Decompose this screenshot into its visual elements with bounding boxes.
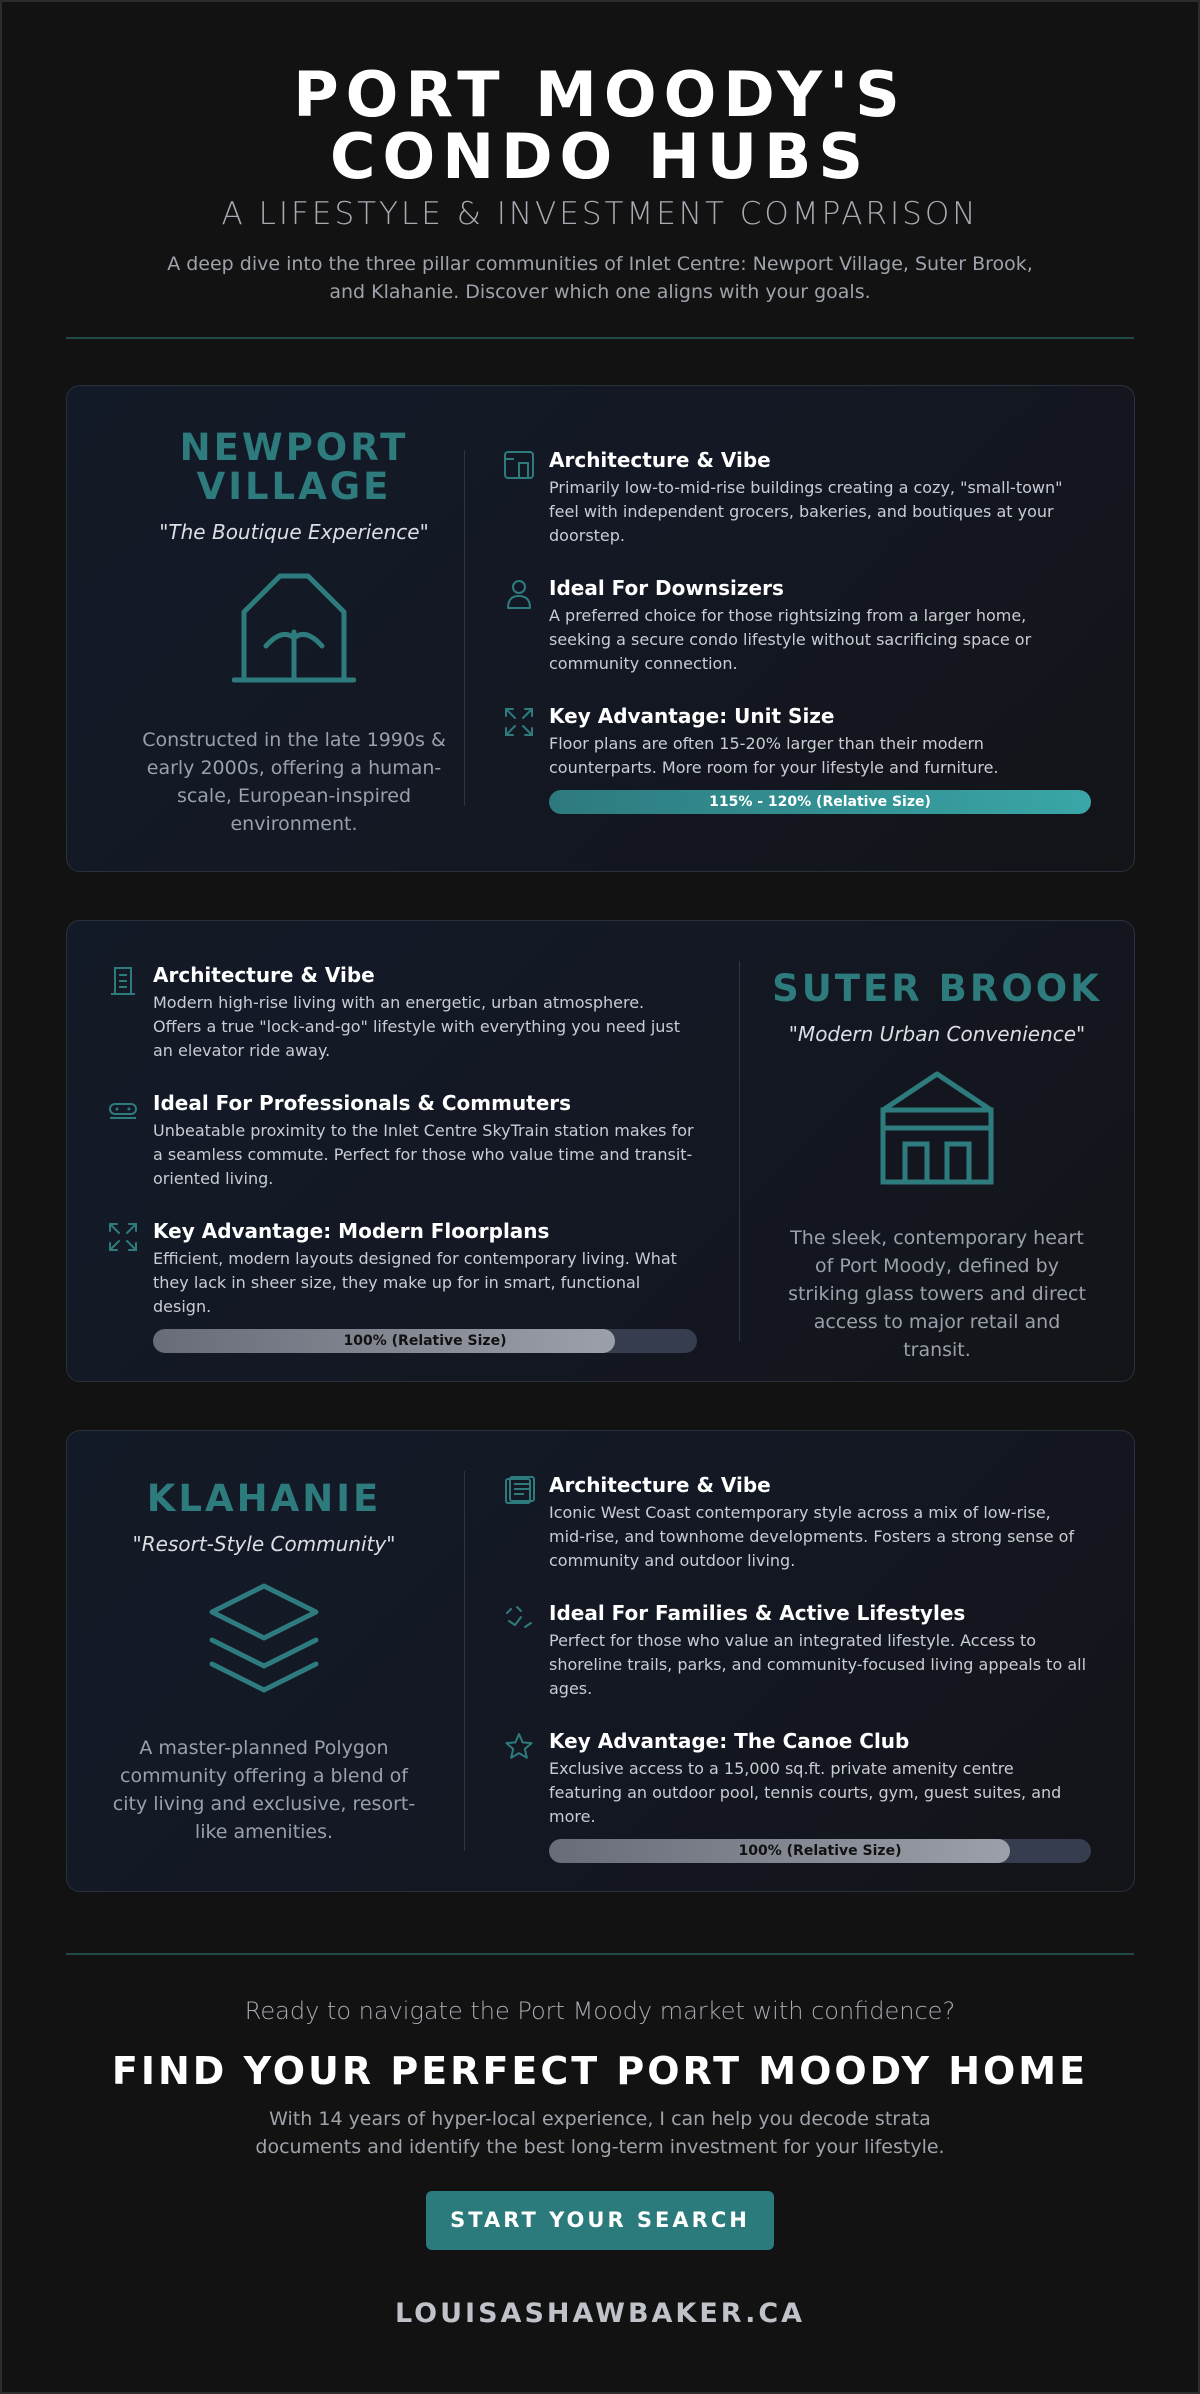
feature-text: A preferred choice for those rightsizing from a larger home, seeking a secure condo lifestyle without sacrificing space or community connection.: [549, 606, 1032, 673]
community-tagline: "The Boutique Experience": [159, 520, 429, 544]
building-icon: [879, 1070, 995, 1186]
feature-text: Iconic West Coast contemporary style across a mix of low-rise, mid-rise, and townhome developments. Fosters a strong sense of community and outdoor living.: [549, 1503, 1075, 1570]
website-link[interactable]: LOUISASHAWBAKER.CA: [394, 2298, 806, 2329]
feature-list: [503, 1473, 1091, 1891]
expand-arrows-icon: [107, 1221, 139, 1253]
community-summary: [99, 1479, 429, 1846]
relative-size-bar: [549, 1839, 1091, 1863]
trail-icon: [503, 1603, 535, 1635]
community-name: KLAHANIE: [146, 1477, 382, 1520]
feature-text: Modern high-rise living with an energetic, urban atmosphere. Offers a true "lock-and-go" lifestyle with everything you need just an elevator ride away.: [153, 993, 681, 1060]
card-divider: [464, 1471, 465, 1851]
feature-title: Key Advantage: The Canoe Club: [549, 1729, 910, 1753]
feature-architecture: [503, 448, 1091, 548]
relative-size-label: 115% - 120% (Relative Size): [709, 794, 931, 810]
feature-text: Floor plans are often 15-20% larger than their modern counterparts. More room for your lifestyle and furniture.: [549, 734, 999, 777]
storefront-icon: [503, 450, 535, 482]
community-card-newport-village: [66, 385, 1135, 872]
header: [2, 2, 1198, 306]
feature-title: Ideal For Downsizers: [549, 576, 784, 600]
card-divider: [739, 961, 740, 1341]
footer-divider: [66, 1953, 1134, 1955]
feature-text: Exclusive access to a 15,000 sq.ft. private amenity centre featuring an outdoor pool, tennis courts, gym, guest suites, and more.: [549, 1759, 1062, 1826]
feature-ideal-for: [503, 576, 1091, 676]
feature-title: Architecture & Vibe: [153, 963, 375, 987]
feature-text: Primarily low-to-mid-rise buildings creating a cozy, "small-town" feel with independent grocers, bakeries, and boutiques at your doorstep.: [549, 478, 1063, 545]
community-name: SUTER BROOK: [772, 967, 1102, 1010]
person-icon: [503, 578, 535, 610]
feature-title: Ideal For Families & Active Lifestyles: [549, 1601, 966, 1625]
community-name: NEWPORT VILLAGE: [179, 426, 409, 508]
relative-size-bar: [153, 1329, 697, 1353]
feature-ideal-for: [503, 1601, 1091, 1701]
relative-size-label: 100% (Relative Size): [343, 1333, 507, 1349]
feature-list: [107, 963, 697, 1381]
layers-icon: [206, 1580, 322, 1696]
cta-lead: Ready to navigate the Port Moody market with confidence?: [244, 1997, 956, 2025]
community-description: The sleek, contemporary heart of Port Moody, defined by striking glass towers and direct access to major retail and transit.: [788, 1227, 1086, 1361]
tower-icon: [107, 965, 139, 997]
community-card-klahanie: [66, 1430, 1135, 1892]
cta-description: With 14 years of hyper-local experience, I can help you decode strata documents and identify the best long-term investment for your lifestyle.: [255, 2108, 945, 2158]
feature-key-advantage: [503, 704, 1091, 814]
feature-list: [503, 448, 1091, 842]
star-icon: [503, 1731, 535, 1763]
expand-arrows-icon: [503, 706, 535, 738]
community-description: Constructed in the late 1990s & early 2000s, offering a human-scale, European-inspired environment.: [142, 729, 446, 835]
community-card-suter-brook: [66, 920, 1135, 1382]
relative-size-bar: [549, 790, 1091, 814]
community-tagline: "Modern Urban Convenience": [788, 1022, 1086, 1046]
feature-key-advantage: [503, 1729, 1091, 1863]
feature-text: Perfect for those who value an integrated lifestyle. Access to shoreline trails, parks, and community-focused living appeals to all ages.: [549, 1631, 1087, 1698]
relative-size-label: 100% (Relative Size): [738, 1843, 902, 1859]
feature-title: Key Advantage: Unit Size: [549, 704, 835, 728]
feature-title: Architecture & Vibe: [549, 448, 771, 472]
feature-title: Architecture & Vibe: [549, 1473, 771, 1497]
intro-text: A deep dive into the three pillar communities of Inlet Centre: Newport Village, Suter Brook, and Klahanie. Discover which one aligns with your goals.: [167, 253, 1033, 303]
page-subtitle: A LIFESTYLE & INVESTMENT COMPARISON: [221, 196, 979, 232]
page-title: PORT MOODY'S CONDO HUBS: [293, 58, 907, 193]
community-tagline: "Resort-Style Community": [132, 1532, 396, 1556]
community-description: A master-planned Polygon community offering a blend of city living and exclusive, resort-like amenities.: [112, 1737, 416, 1843]
footer-cta: [2, 1953, 1198, 2329]
header-divider: [66, 337, 1134, 339]
feature-title: Key Advantage: Modern Floorplans: [153, 1219, 550, 1243]
feature-text: Efficient, modern layouts designed for contemporary living. What they lack in sheer size, they make up for in smart, functional design.: [153, 1249, 677, 1316]
feature-architecture: [503, 1473, 1091, 1573]
feature-title: Ideal For Professionals & Commuters: [153, 1091, 572, 1115]
feature-text: Unbeatable proximity to the Inlet Centre SkyTrain station makes for a seamless commute. Perfect for those who value time and transit-oriented living.: [153, 1121, 694, 1188]
start-search-button[interactable]: START YOUR SEARCH: [426, 2191, 774, 2250]
document-icon: [503, 1475, 535, 1507]
cta-title: FIND YOUR PERFECT PORT MOODY HOME: [111, 2049, 1089, 2093]
feature-architecture: [107, 963, 697, 1063]
feature-ideal-for: [107, 1091, 697, 1191]
card-divider: [464, 450, 465, 806]
community-summary: [129, 428, 459, 838]
feature-key-advantage: [107, 1219, 697, 1353]
community-summary: [767, 969, 1107, 1364]
house-tree-icon: [232, 568, 356, 688]
train-icon: [107, 1093, 139, 1125]
